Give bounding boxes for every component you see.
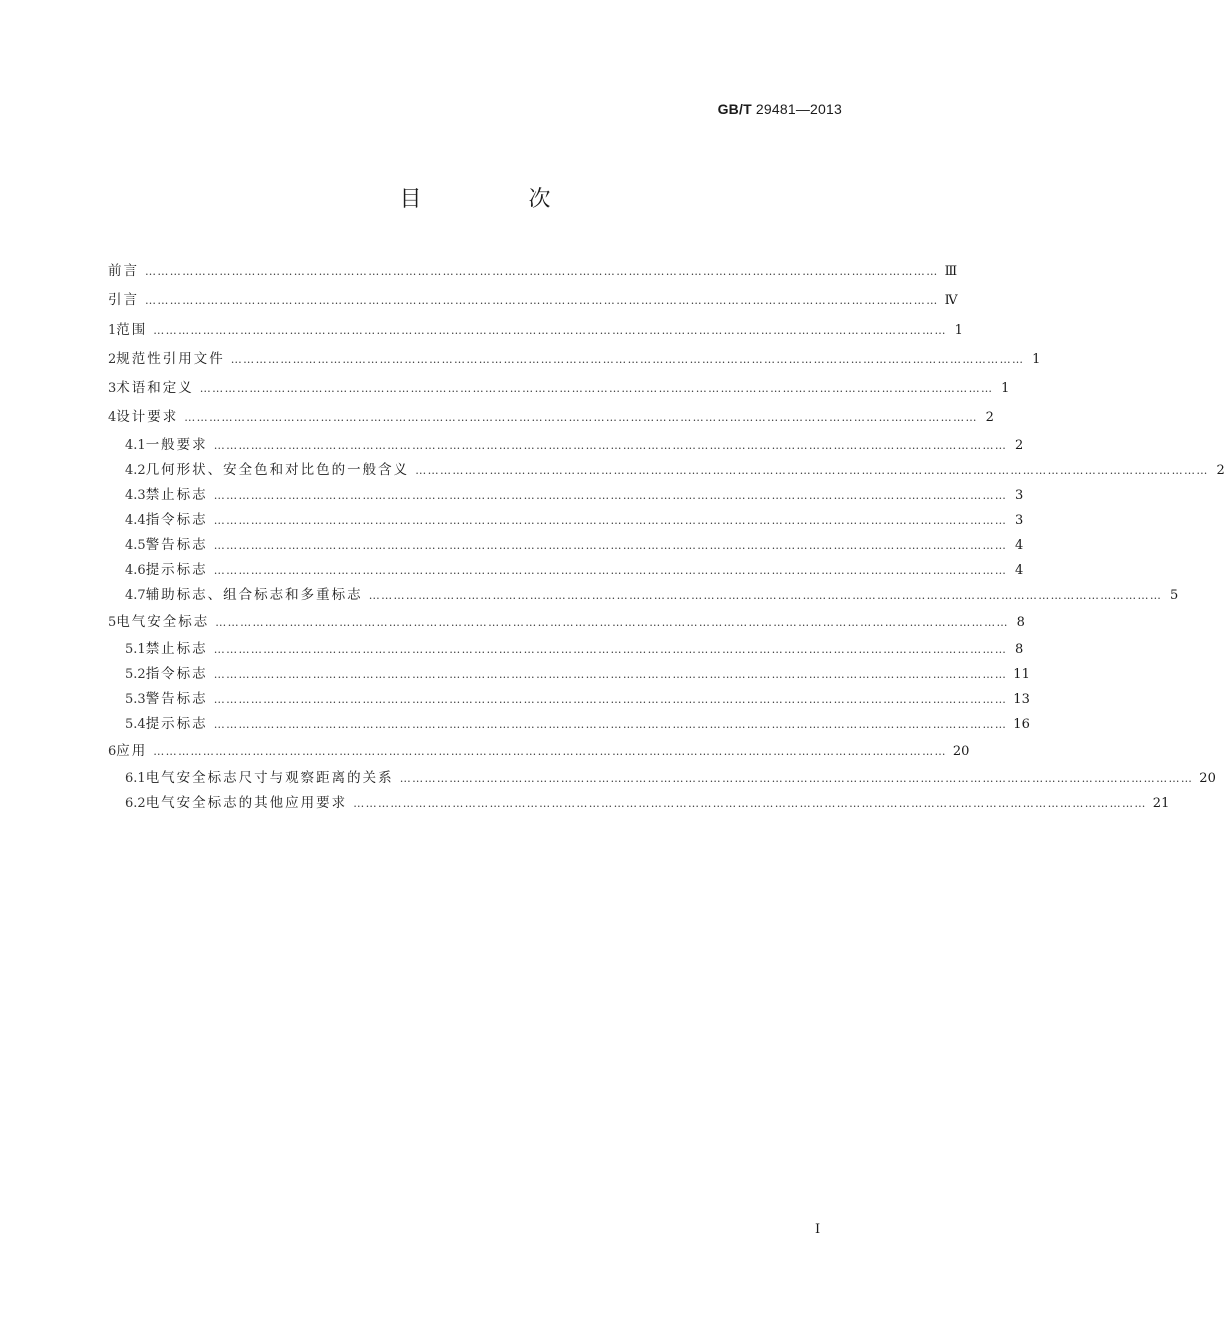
standard-prefix: GB/T (717, 101, 752, 117)
toc-entry-title: 一般要求 (145, 436, 208, 453)
toc-entry[interactable] (108, 403, 994, 432)
toc-entry-title: 引言 (108, 292, 139, 309)
toc-entry[interactable] (108, 662, 1030, 687)
toc-entry-page: 20 (952, 744, 970, 760)
toc-entry-title: 禁止标志 (145, 486, 208, 503)
toc-entry[interactable] (108, 483, 1024, 508)
toc-entry-number: 4.3 (125, 487, 146, 503)
toc-leader-dots: ………………………………………………………………………………………………………………………………………………………………………… (213, 718, 1008, 732)
toc-entry-title: 提示标志 (145, 716, 208, 733)
toc-leader-dots: ………………………………………………………………………………………………………………………………………………………………………… (213, 538, 1008, 552)
toc-entry-title: 前言 (108, 263, 139, 279)
toc-entry[interactable] (108, 583, 1179, 608)
toc-entry[interactable] (108, 533, 1024, 558)
toc-entry-page: 4 (1015, 562, 1024, 578)
toc-entry[interactable] (108, 433, 1024, 458)
standard-code (718, 101, 842, 117)
toc-entry[interactable] (108, 257, 958, 286)
toc-entry-page: 5 (1170, 587, 1179, 603)
toc-entry-number: 4.2 (125, 462, 146, 478)
toc-entry-page: 13 (1013, 692, 1030, 708)
toc-entry-number: 4 (108, 410, 117, 426)
toc-leader-dots: ………………………………………………………………………………………………………………………………………………………………………… (213, 563, 1008, 577)
toc-leader-dots: ………………………………………………………………………………………………………………………………………………………………………… (213, 488, 1008, 502)
toc-entry-number: 3 (108, 381, 117, 397)
toc-entry[interactable] (108, 637, 1024, 662)
toc-entry[interactable] (108, 687, 1030, 712)
toc-entry-title: 禁止标志 (145, 641, 208, 658)
toc-entry-number: 4.1 (125, 437, 146, 453)
toc-entry[interactable] (108, 558, 1024, 583)
toc-entry[interactable] (108, 791, 1170, 816)
toc-entry-title: 应用 (116, 743, 148, 760)
toc-entry[interactable] (108, 286, 958, 315)
toc-entry-title: 几何形状、安全色和对比色的一般含义 (145, 461, 410, 478)
toc-leader-dots: ………………………………………………………………………………………………………………………………………………………………………… (145, 265, 939, 278)
toc-entry-number: 4.4 (125, 512, 146, 528)
toc-entry-number: 5.2 (125, 667, 146, 683)
toc-entry-page: 1 (1001, 381, 1010, 397)
toc-entry-page: 1 (954, 322, 963, 338)
toc-entry-page: 8 (1016, 614, 1025, 630)
toc-entry-title: 指令标志 (145, 666, 208, 683)
toc-entry[interactable] (108, 458, 1225, 483)
toc-entry-number: 5.4 (125, 717, 146, 733)
standard-number: 29481—2013 (755, 101, 842, 117)
toc-entry-page: 11 (1013, 667, 1030, 683)
toc-entry-page: 3 (1015, 487, 1024, 503)
toc-leader-dots: ………………………………………………………………………………………………………………………………………………………………………… (213, 643, 1008, 657)
page-folio: I (815, 1222, 821, 1237)
toc-entry-page: Ⅳ (944, 293, 958, 309)
toc-entry-title: 电气安全标志尺寸与观察距离的关系 (145, 770, 394, 787)
toc-entry-number: 4.5 (125, 537, 146, 553)
toc-entry-number: 6.1 (125, 771, 146, 787)
toc-leader-dots: ………………………………………………………………………………………………………………………………………………………………………… (199, 382, 994, 396)
toc-entry[interactable] (108, 508, 1024, 533)
toc-leader-dots: ………………………………………………………………………………………………………………………………………………………………………… (153, 745, 947, 759)
toc-entry-page: Ⅲ (944, 264, 958, 279)
toc-entry-title: 辅助标志、组合标志和多重标志 (145, 586, 363, 603)
toc-entry-page: 2 (985, 410, 994, 426)
toc-leader-dots: ………………………………………………………………………………………………………………………………………………………………………… (213, 693, 1008, 707)
toc-entry-title: 设计要求 (116, 409, 179, 426)
toc-entry[interactable] (108, 345, 1041, 374)
toc-entry-title: 指令标志 (145, 511, 208, 528)
toc-entry-title: 范围 (116, 321, 148, 338)
toc-entry-title: 规范性引用文件 (116, 350, 225, 367)
toc-entry-page: 2 (1216, 462, 1225, 478)
toc-leader-dots: ………………………………………………………………………………………………………………………………………………………………………… (415, 463, 1209, 477)
toc-entry[interactable] (108, 766, 1216, 791)
toc-entry-number: 6.2 (125, 796, 146, 812)
toc-entry-title: 警告标志 (145, 691, 208, 708)
toc-entry[interactable] (108, 712, 1030, 737)
toc-entry-title: 术语和定义 (116, 380, 194, 397)
toc-entry[interactable] (108, 374, 1010, 403)
toc-leader-dots: ………………………………………………………………………………………………………………………………………………………………………… (184, 411, 978, 425)
toc-entry-number: 4.7 (125, 587, 146, 603)
toc-entry[interactable] (108, 316, 963, 345)
toc-entry-number: 6 (108, 744, 117, 760)
page-title: 目 次 (399, 187, 601, 212)
toc-entry-page: 16 (1013, 717, 1030, 733)
toc-leader-dots: ………………………………………………………………………………………………………………………………………………………………………… (353, 797, 1147, 811)
toc-entry-number: 4.6 (125, 562, 146, 578)
toc-entry-title: 警告标志 (145, 536, 208, 553)
toc-leader-dots: ………………………………………………………………………………………………………………………………………………………………………… (368, 588, 1163, 602)
toc-leader-dots: ………………………………………………………………………………………………………………………………………………………………………… (230, 352, 1025, 366)
toc-entry-page: 1 (1032, 351, 1041, 367)
toc-entry-title: 电气安全标志 (116, 613, 210, 630)
toc-entry-title: 电气安全标志的其他应用要求 (145, 795, 348, 812)
toc-entry-page: 20 (1199, 771, 1216, 787)
toc-entry-page: 2 (1015, 437, 1024, 453)
toc-entry-page: 8 (1015, 642, 1024, 658)
toc-entry[interactable] (108, 737, 970, 766)
toc-entry-number: 2 (108, 351, 117, 367)
toc-entry[interactable] (108, 608, 1025, 637)
toc-leader-dots: ………………………………………………………………………………………………………………………………………………………………………… (399, 772, 1194, 786)
toc-entry-number: 5 (108, 614, 117, 630)
table-of-contents (108, 257, 1225, 816)
toc-leader-dots: ………………………………………………………………………………………………………………………………………………………………………… (145, 294, 939, 308)
toc-entry-number: 5.3 (125, 692, 146, 708)
toc-entry-title: 提示标志 (145, 561, 208, 578)
toc-entry-page: 3 (1015, 512, 1024, 528)
toc-entry-page: 4 (1015, 537, 1024, 553)
toc-entry-number: 1 (108, 322, 117, 338)
toc-leader-dots: ………………………………………………………………………………………………………………………………………………………………………… (153, 323, 947, 337)
toc-leader-dots: ………………………………………………………………………………………………………………………………………………………………………… (213, 438, 1008, 452)
toc-entry-page: 21 (1152, 796, 1170, 812)
toc-leader-dots: ………………………………………………………………………………………………………………………………………………………………………… (215, 615, 1009, 629)
toc-leader-dots: ………………………………………………………………………………………………………………………………………………………………………… (213, 668, 1008, 682)
toc-entry-number: 5.1 (125, 642, 146, 658)
toc-leader-dots: ………………………………………………………………………………………………………………………………………………………………………… (213, 513, 1008, 527)
